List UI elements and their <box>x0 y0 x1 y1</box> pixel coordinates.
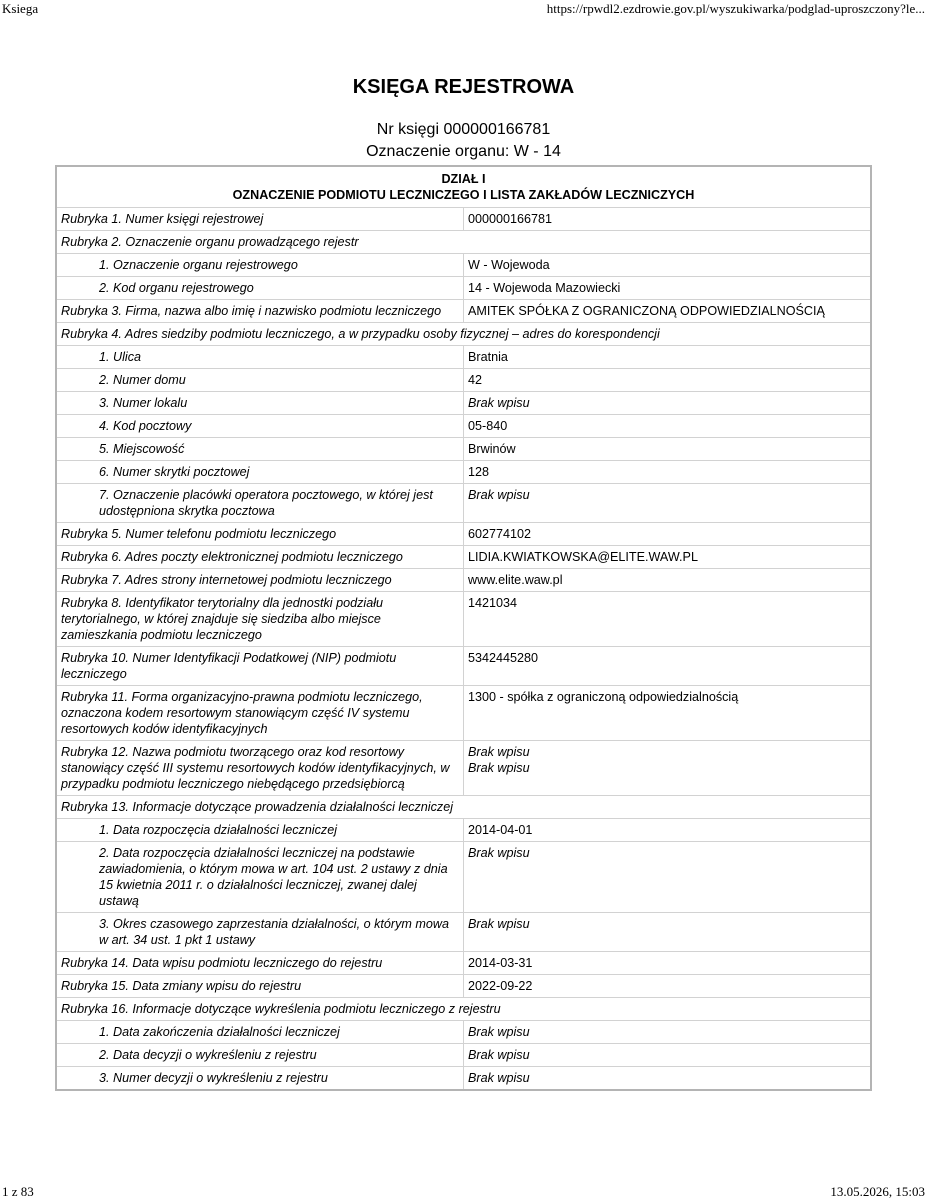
row-label: 2. Kod organu rejestrowego <box>56 277 464 300</box>
row-value <box>464 415 872 438</box>
section-subheading-row <box>56 323 871 346</box>
table-row <box>56 569 871 592</box>
section-header <box>56 166 871 208</box>
row-label: Rubryka 14. Data wpisu podmiotu leczniczego do rejestru <box>56 952 464 975</box>
row-label: Rubryka 12. Nazwa podmiotu tworzącego oraz kod resortowy stanowiący część III systemu resortowych kodów identyfikacyjnych, w przypadku podmiotu leczniczego niebędącego przedsiębiorcą <box>56 741 464 796</box>
value-text: 1300 - spółka z ograniczoną odpowiedzialnością <box>468 690 739 704</box>
value-text: Brak wpisu <box>468 1048 530 1062</box>
row-value <box>464 277 872 300</box>
value-text: Brak wpisu <box>468 1025 530 1039</box>
value-text: Brak wpisu <box>468 396 530 410</box>
value-text: LIDIA.KWIATKOWSKA@ELITE.WAW.PL <box>468 550 698 564</box>
value-text: Brak wpisu <box>468 1071 530 1085</box>
table-row <box>56 546 871 569</box>
value-text: 2014-03-31 <box>468 956 533 970</box>
row-value <box>464 647 872 686</box>
row-label: 3. Numer decyzji o wykreśleniu z rejestru <box>56 1067 464 1091</box>
table-row <box>56 842 871 913</box>
print-header-title: Ksiega <box>2 1 39 16</box>
table-row <box>56 461 871 484</box>
row-value <box>464 546 872 569</box>
page-counter: 1 z 83 <box>2 1184 34 1199</box>
row-heading: Rubryka 2. Oznaczenie organu prowadzącego rejestr <box>56 231 871 254</box>
value-text: Bratnia <box>468 350 508 364</box>
row-label: Rubryka 15. Data zmiany wpisu do rejestru <box>56 975 464 998</box>
book-number: Nr księgi 000000166781 <box>376 121 551 138</box>
row-value <box>464 686 872 741</box>
row-value <box>464 438 872 461</box>
row-label: 7. Oznaczenie placówki operatora pocztowego, w której jest udostępniona skrytka pocztowa <box>56 484 464 523</box>
table-row <box>56 346 871 369</box>
table-row <box>56 592 871 647</box>
row-value <box>464 300 872 323</box>
row-label: 3. Numer lokalu <box>56 392 464 415</box>
row-label: Rubryka 7. Adres strony internetowej podmiotu leczniczego <box>56 569 464 592</box>
print-header-url: https://rpwdl2.ezdrowie.gov.pl/wyszukiwarka/podglad-uproszczony?le... <box>546 1 925 16</box>
table-row <box>56 975 871 998</box>
row-value <box>464 1021 872 1044</box>
table-row <box>56 913 871 952</box>
row-value <box>464 913 872 952</box>
value-text-secondary: Brak wpisu <box>468 761 530 775</box>
row-heading: Rubryka 13. Informacje dotyczące prowadzenia działalności leczniczej <box>56 796 871 819</box>
section-subheading-row <box>56 796 871 819</box>
row-value <box>464 1044 872 1067</box>
section-subheading-row <box>56 231 871 254</box>
table-row <box>56 392 871 415</box>
row-label: 4. Kod pocztowy <box>56 415 464 438</box>
row-label: Rubryka 5. Numer telefonu podmiotu leczniczego <box>56 523 464 546</box>
row-value <box>464 819 872 842</box>
row-label: 1. Data rozpoczęcia działalności leczniczej <box>56 819 464 842</box>
row-value <box>464 392 872 415</box>
value-text: W - Wojewoda <box>468 258 550 272</box>
row-heading: Rubryka 16. Informacje dotyczące wykreślenia podmiotu leczniczego z rejestru <box>56 998 871 1021</box>
value-text: Brwinów <box>468 442 516 456</box>
row-value <box>464 254 872 277</box>
table-row <box>56 300 871 323</box>
row-label: Rubryka 1. Numer księgi rejestrowej <box>56 208 464 231</box>
value-text: 602774102 <box>468 527 532 541</box>
section-title: OZNACZENIE PODMIOTU LECZNICZEGO I LISTA ZAKŁADÓW LECZNICZYCH <box>232 188 695 202</box>
table-row <box>56 254 871 277</box>
row-value <box>464 952 872 975</box>
row-label: Rubryka 3. Firma, nazwa albo imię i nazwisko podmiotu leczniczego <box>56 300 464 323</box>
row-value <box>464 842 872 913</box>
row-label: Rubryka 10. Numer Identyfikacji Podatkowej (NIP) podmiotu leczniczego <box>56 647 464 686</box>
value-text: 14 - Wojewoda Mazowiecki <box>468 281 621 295</box>
row-value <box>464 569 872 592</box>
row-value <box>464 1067 872 1091</box>
table-row <box>56 369 871 392</box>
value-text: AMITEK SPÓŁKA Z OGRANICZONĄ ODPOWIEDZIALNOŚCIĄ <box>468 304 825 318</box>
table-row <box>56 415 871 438</box>
row-label: 6. Numer skrytki pocztowej <box>56 461 464 484</box>
row-value <box>464 523 872 546</box>
page-title: KSIĘGA REJESTROWA <box>352 76 575 98</box>
organ-designation: Oznaczenie organu: W - 14 <box>366 143 561 160</box>
row-label: 1. Oznaczenie organu rejestrowego <box>56 254 464 277</box>
table-row <box>56 1021 871 1044</box>
table-row <box>56 523 871 546</box>
value-text: 2022-09-22 <box>468 979 533 993</box>
value-text: 05-840 <box>468 419 508 433</box>
row-value <box>464 208 872 231</box>
row-label: Rubryka 11. Forma organizacyjno-prawna podmiotu leczniczego, oznaczona kodem resortowym stanowiącym część IV systemu resortowych kodów identyfikacyjnych <box>56 686 464 741</box>
row-label: 2. Data rozpoczęcia działalności leczniczej na podstawie zawiadomienia, o którym mowa w art. 104 ust. 2 ustawy z dnia 15 kwietnia 2011 r. o działalności leczniczej, zwanej dalej ustawą <box>56 842 464 913</box>
row-label: Rubryka 8. Identyfikator terytorialny dla jednostki podziału terytorialnego, w której znajduje się siedziba albo miejsce zamieszkania podmiotu leczniczego <box>56 592 464 647</box>
value-text: Brak wpisu <box>468 488 530 502</box>
table-row <box>56 438 871 461</box>
table-row <box>56 277 871 300</box>
table-row <box>56 208 871 231</box>
print-timestamp: 13.05.2026, 15:03 <box>830 1184 925 1199</box>
table-row <box>56 1044 871 1067</box>
row-value <box>464 592 872 647</box>
row-label: 2. Numer domu <box>56 369 464 392</box>
value-text: Brak wpisu <box>468 846 530 860</box>
table-row <box>56 686 871 741</box>
table-row <box>56 484 871 523</box>
row-label: 2. Data decyzji o wykreśleniu z rejestru <box>56 1044 464 1067</box>
value-text: 5342445280 <box>468 651 539 665</box>
value-text: 1421034 <box>468 596 518 610</box>
section-subheading-row <box>56 998 871 1021</box>
table-row <box>56 952 871 975</box>
register-table <box>55 165 872 1091</box>
section-number: DZIAŁ I <box>441 172 486 186</box>
table-row <box>56 1067 871 1091</box>
table-row <box>56 819 871 842</box>
value-text: 2014-04-01 <box>468 823 533 837</box>
value-text: www.elite.waw.pl <box>468 573 563 587</box>
row-heading: Rubryka 4. Adres siedziby podmiotu leczniczego, a w przypadku osoby fizycznej – adres do korespondencji <box>56 323 871 346</box>
row-value <box>464 484 872 523</box>
row-value <box>464 369 872 392</box>
section-header-row <box>56 166 871 208</box>
value-text: 42 <box>468 373 483 387</box>
row-label: 3. Okres czasowego zaprzestania działalności, o którym mowa w art. 34 ust. 1 pkt 1 ustawy <box>56 913 464 952</box>
row-value <box>464 975 872 998</box>
row-value <box>464 346 872 369</box>
value-text: 000000166781 <box>468 212 553 226</box>
row-value <box>464 461 872 484</box>
table-row <box>56 647 871 686</box>
value-text: Brak wpisu <box>468 745 530 759</box>
table-row <box>56 741 871 796</box>
row-value <box>464 741 872 796</box>
row-label: 1. Ulica <box>56 346 464 369</box>
value-text: Brak wpisu <box>468 917 530 931</box>
row-label: 5. Miejscowość <box>56 438 464 461</box>
value-text: 128 <box>468 465 490 479</box>
row-label: 1. Data zakończenia działalności leczniczej <box>56 1021 464 1044</box>
row-label: Rubryka 6. Adres poczty elektronicznej podmiotu leczniczego <box>56 546 464 569</box>
